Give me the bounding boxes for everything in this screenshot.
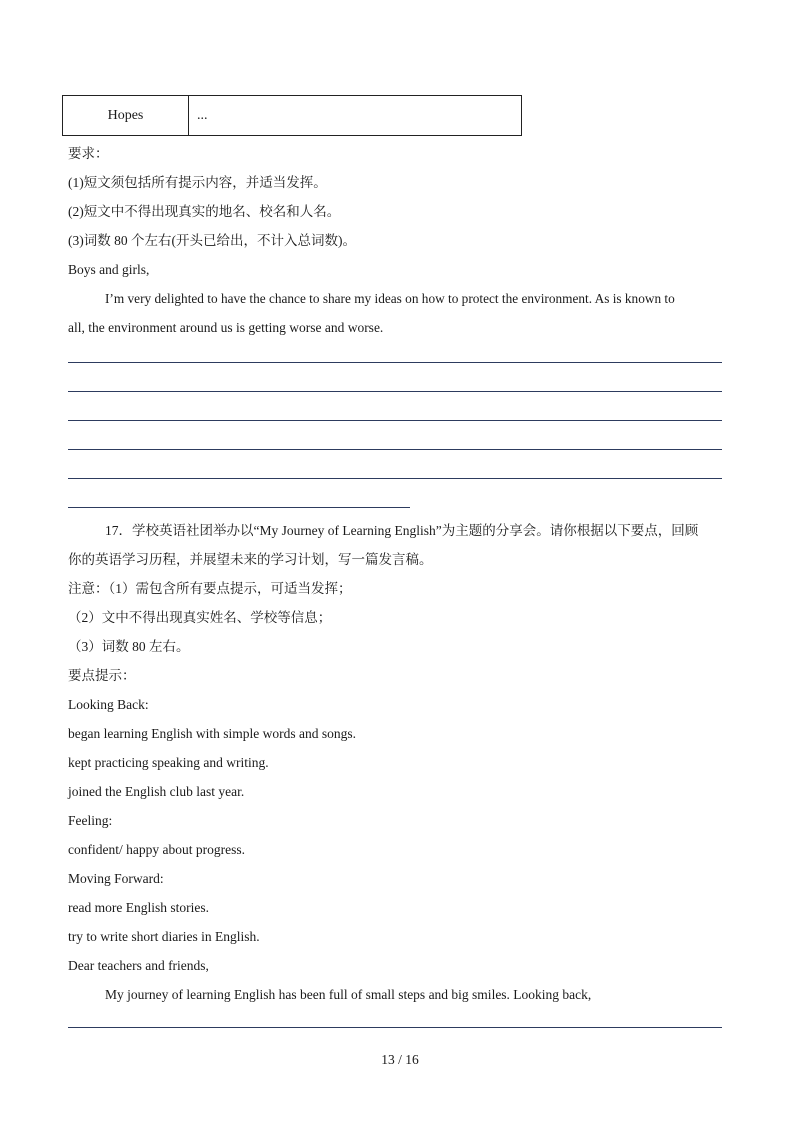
hopes-table [62,95,522,136]
writing-line [68,449,722,450]
question-17-line2: 你的英语学习历程，并展望未来的学习计划，写一篇发言稿。 [68,552,433,567]
writing-line [68,507,410,508]
feeling-point-1: confident/ happy about progress. [68,842,245,857]
requirement-2: (2)短文中不得出现真实的地名、校名和人名。 [68,204,341,219]
opening-17: My journey of learning English has been full of small steps and big smiles. Looking back, [105,987,592,1002]
writing-line [68,362,722,363]
greeting-16: Boys and girls, [68,262,150,277]
looking-back-point-3: joined the English club last year. [68,784,245,799]
looking-back-point-2: kept practicing speaking and writing. [68,755,269,770]
table-value-hopes: ... [197,107,208,123]
note-2: （2）文中不得出现真实姓名、学校等信息； [68,610,332,625]
writing-line [68,420,722,421]
note-1: 注意：（1）需包含所有要点提示，可适当发挥； [68,581,352,596]
page-number: 13 / 16 [381,1052,419,1067]
moving-forward-title: Moving Forward: [68,871,164,886]
question-17-line1: 17．学校英语社团举办以“My Journey of Learning English”为主题的分享会。请你根据以下要点，回顾 [105,523,699,538]
requirements-title: 要求： [68,146,109,161]
looking-back-title: Looking Back: [68,697,149,712]
points-title: 要点提示： [68,668,136,683]
requirement-1: (1)短文须包括所有提示内容，并适当发挥。 [68,175,327,190]
opening-16-line2: all, the environment around us is getting worse and worse. [68,320,384,335]
note-3: （3）词数 80 左右。 [68,639,190,654]
greeting-17: Dear teachers and friends, [68,958,209,973]
moving-forward-point-1: read more English stories. [68,900,209,915]
writing-line [68,478,722,479]
writing-line [68,1027,722,1028]
writing-line [68,391,722,392]
moving-forward-point-2: try to write short diaries in English. [68,929,260,944]
requirement-3: (3)词数 80 个左右(开头已给出，不计入总词数)。 [68,233,356,248]
opening-16-line1: I’m very delighted to have the chance to share my ideas on how to protect the environment. As is known to [105,291,675,306]
feeling-title: Feeling: [68,813,113,828]
looking-back-point-1: began learning English with simple words and songs. [68,726,356,741]
table-label-hopes: Hopes [63,96,189,135]
